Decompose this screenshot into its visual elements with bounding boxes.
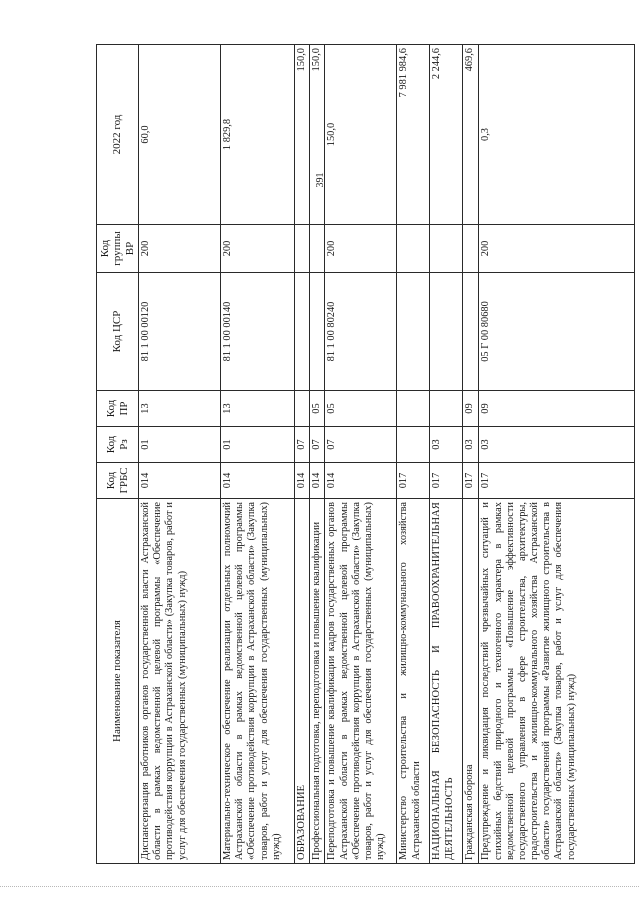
table-row: [479, 45, 635, 864]
header-grbs: Код ГРБС: [97, 463, 139, 499]
row-vr: [295, 225, 310, 273]
row-rz: 01: [139, 427, 221, 463]
table-header-row: [97, 45, 139, 864]
header-vr: Код группы ВР: [97, 225, 139, 273]
row-grbs: 017: [430, 463, 463, 499]
table-row: [397, 45, 430, 864]
table-row: [139, 45, 221, 864]
row-rz: [397, 427, 430, 463]
row-grbs: 017: [463, 463, 479, 499]
row-csr: 81 1 00 00140: [221, 273, 295, 391]
row-pr: [397, 391, 430, 427]
row-name: НАЦИОНАЛЬНАЯ БЕЗОПАСНОСТЬ И ПРАВООХРАНИТЕЛЬНАЯ ДЕЯТЕЛЬНОСТЬ: [430, 499, 463, 864]
row-rz: 07: [310, 427, 325, 463]
row-name: Профессиональная подготовка, переподготовка и повышение квалификации: [310, 499, 325, 864]
header-csr: Код ЦСР: [97, 273, 139, 391]
row-year-value: 1 829,8: [221, 45, 295, 225]
row-csr: 05 Г 00 80680: [479, 273, 635, 391]
row-pr: 05: [325, 391, 397, 427]
row-grbs: 014: [221, 463, 295, 499]
row-rz: 07: [325, 427, 397, 463]
row-pr: 09: [463, 391, 479, 427]
row-rz: 07: [295, 427, 310, 463]
row-csr: [310, 273, 325, 391]
row-grbs: 014: [139, 463, 221, 499]
row-grbs: 017: [479, 463, 635, 499]
row-year-value: 0,3: [479, 45, 635, 225]
row-csr: [295, 273, 310, 391]
row-pr: 13: [221, 391, 295, 427]
row-rz: 01: [221, 427, 295, 463]
table-row: [310, 45, 325, 864]
row-pr: 09: [479, 391, 635, 427]
row-csr: [463, 273, 479, 391]
row-rz: 03: [430, 427, 463, 463]
row-vr: 200: [479, 225, 635, 273]
row-vr: 200: [139, 225, 221, 273]
row-pr: [430, 391, 463, 427]
row-name: Министерство строительства и жилищно-коммунального хозяйства Астраханской области: [397, 499, 430, 864]
row-year-value: 150,0: [325, 45, 397, 225]
row-csr: 81 1 00 80240: [325, 273, 397, 391]
row-name: Гражданская оборона: [463, 499, 479, 864]
row-vr: [430, 225, 463, 273]
table-row: [221, 45, 295, 864]
row-pr: [295, 391, 310, 427]
row-vr: [310, 225, 325, 273]
row-vr: [397, 225, 430, 273]
row-vr: 200: [221, 225, 295, 273]
page-fold-line: [0, 886, 639, 887]
header-year: 2022 год: [97, 45, 139, 225]
row-pr: 13: [139, 391, 221, 427]
row-year-value: 60,0: [139, 45, 221, 225]
row-name: ОБРАЗОВАНИЕ: [295, 499, 310, 864]
row-name: Переподготовка и повышение квалификации кадров государственных органов Астраханской области в рамках ведомственной целевой программы «Обеспечение противодействия коррупции в Астраханской области» (Закупка товаров, работ и услуг для обеспечения государственных (муниципальных) нужд): [325, 499, 397, 864]
table-row: [295, 45, 310, 864]
header-name: Наименование показателя: [97, 499, 139, 864]
header-rz: Код Рз: [97, 427, 139, 463]
row-vr: [463, 225, 479, 273]
header-pr: Код ПР: [97, 391, 139, 427]
row-rz: 03: [479, 427, 635, 463]
row-vr: 200: [325, 225, 397, 273]
row-grbs: 014: [310, 463, 325, 499]
row-name: Диспансеризация работников органов государственной власти Астраханской области в рамках ведомственной целевой программы «Обеспечение противодействия коррупции в Астраханской области» (Закупка товаров, работ и услуг для обеспечения государственных (муниципальных) нужд): [139, 499, 221, 864]
row-csr: 81 1 00 00120: [139, 273, 221, 391]
row-rz: 03: [463, 427, 479, 463]
rotated-table-wrapper: [96, 45, 630, 864]
budget-table: [96, 44, 635, 864]
row-grbs: 017: [397, 463, 430, 499]
row-pr: 05: [310, 391, 325, 427]
row-name: Предупреждение и ликвидация последствий чрезвычайных ситуаций и стихийных бедствий природного и техногенного характера в рамках ведомственной целевой программы «Повышение эффективности государственного управления в сфере строительства, архитектуры, градостроительства и жилищно-коммунального хозяйства Астраханской области» государственной программы «Развитие жилищного строительства в Астраханской области» (Закупка товаров, работ и услуг для обеспечения государственных (муниципальных) нужд): [479, 499, 635, 864]
row-year-value: 469,6: [463, 45, 479, 225]
row-csr: [430, 273, 463, 391]
row-grbs: 014: [295, 463, 310, 499]
row-name: Материально-техническое обеспечение реализации отдельных полномочий Астраханской области в рамках ведомственной целевой программы «Обеспечение противодействия коррупции в Астраханской области» (Закупка товаров, работ и услуг для обеспечения государственных (муниципальных) нужд): [221, 499, 295, 864]
table-row: [463, 45, 479, 864]
row-year-value: 7 981 984,6: [397, 45, 430, 225]
row-year-value: 150,0: [310, 45, 325, 225]
table-row: [430, 45, 463, 864]
row-csr: [397, 273, 430, 391]
page-number: 391: [315, 172, 326, 188]
table-row: [325, 45, 397, 864]
row-year-value: 150,0: [295, 45, 310, 225]
row-grbs: 014: [325, 463, 397, 499]
row-year-value: 2 244,6: [430, 45, 463, 225]
